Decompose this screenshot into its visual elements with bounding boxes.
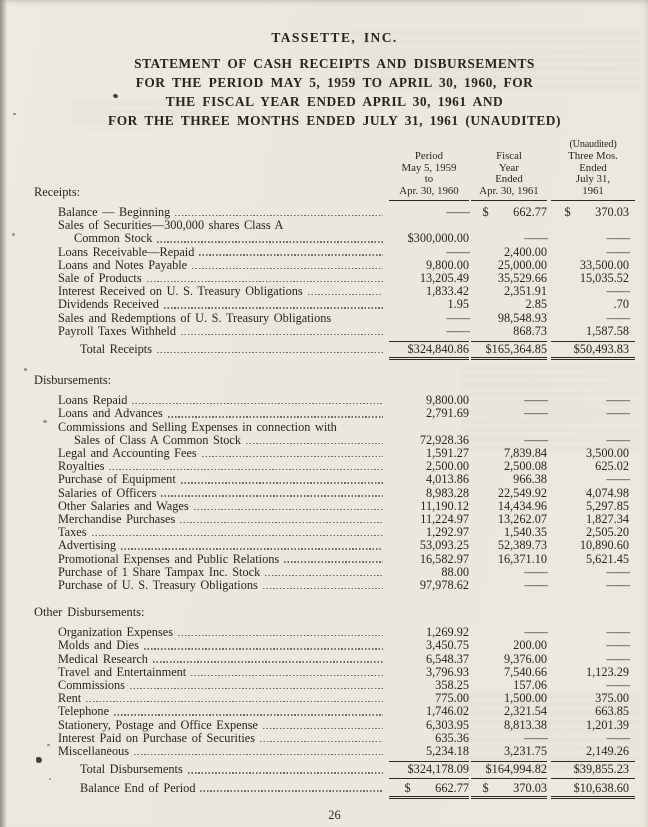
- amount-col1: 6,303.95: [425, 717, 469, 732]
- amount-col3: .70: [613, 297, 629, 312]
- table-row: [34, 232, 635, 245]
- dotted-leader: [265, 575, 383, 576]
- row-label: Royalties: [58, 459, 105, 474]
- dotted-leader: [92, 535, 383, 536]
- amount-col1: 13,205.49: [419, 271, 469, 285]
- dotted-leader: [263, 728, 383, 729]
- amount-col1: 5,234.18: [425, 744, 469, 759]
- column-header-line: Period: [414, 149, 444, 162]
- amount-col2: 98,548.93: [497, 310, 547, 325]
- amount-col2: 7,839.84: [503, 446, 547, 461]
- table-row: [34, 539, 635, 552]
- row-label: Loans Receivable—Repaid: [58, 244, 195, 259]
- amount-col3: 15,035.52: [579, 271, 629, 285]
- row-label: Interest Paid on Purchase of Securities: [58, 730, 256, 745]
- dotted-leader: [246, 443, 383, 444]
- row-label-area: [34, 579, 389, 592]
- amount-col3: ——: [606, 678, 629, 693]
- amount-col1: 2,791.69: [425, 406, 469, 421]
- row-label: Payroll Taxes Withheld: [58, 323, 176, 338]
- row-label-area: [34, 782, 389, 795]
- row-label: Dividends Received: [58, 297, 159, 312]
- amount-col2: 13,262.07: [497, 512, 547, 527]
- row-label-area: [34, 639, 389, 652]
- amount-col2: 200.00: [513, 638, 547, 653]
- dotted-leader: [168, 416, 383, 417]
- row-label: Balance End of Period: [80, 780, 196, 795]
- title-line: FOR THE THREE MONTHS ENDED JULY 31, 1961 (UNAUDITED): [108, 113, 561, 128]
- row-label-area: [34, 298, 389, 311]
- row-label-area: [34, 763, 389, 776]
- table-row: [34, 473, 635, 486]
- amount-col3: 625.02: [595, 459, 629, 474]
- amount-col3: 33,500.00: [579, 257, 629, 272]
- amount-col2: ——: [524, 432, 547, 447]
- table-row: [34, 579, 635, 592]
- amount-col1: 88.00: [441, 564, 469, 579]
- amount-col2: 2,500.08: [503, 459, 547, 474]
- amount-col3: $10,638.60: [551, 782, 635, 799]
- amount-col2: 22,549.92: [497, 485, 547, 500]
- row-label-area: [34, 343, 389, 356]
- row-label-area: [34, 325, 389, 338]
- amount-col3: ——: [606, 432, 629, 447]
- amount-col1: 9,800.00: [425, 393, 469, 408]
- dotted-leader: [263, 588, 383, 589]
- row-label: Sales of Securities—300,000 shares Class A: [58, 218, 284, 233]
- row-label-area: [34, 246, 389, 259]
- dotted-leader: [114, 714, 383, 715]
- amount-col2: $165,364.85: [471, 341, 547, 360]
- column-header-period-1: [389, 151, 469, 201]
- column-header-three-months: [551, 139, 635, 201]
- amount-col2: $164,994.82: [471, 761, 547, 778]
- column-header-line: Apr. 30, 1961: [479, 185, 539, 198]
- row-label: Other Salaries and Wages: [58, 498, 189, 513]
- row-label: Medical Research: [58, 651, 148, 666]
- row-label-area: [34, 679, 389, 692]
- amount-col2: 2.85: [525, 297, 547, 312]
- scan-speck: [49, 778, 51, 780]
- row-label: Common Stock: [74, 231, 153, 246]
- amount-col3: ——: [606, 393, 629, 408]
- amount-col3: 10,890.60: [579, 538, 629, 553]
- dotted-leader: [181, 482, 383, 483]
- title-line: FOR THE PERIOD MAY 5, 1959 TO APRIL 30, 1960, FOR: [135, 75, 534, 90]
- column-header-line: Three Mos.: [568, 149, 618, 162]
- amount-col3: 663.85: [595, 704, 629, 719]
- section-heading: Other Disbursements:: [34, 605, 145, 620]
- row-label: Stationery, Postage and Office Expense: [58, 717, 258, 732]
- amount-col2: ——: [524, 406, 547, 421]
- page-edge-shadow: [0, 0, 7, 827]
- column-header-line: Apr. 30, 1960: [399, 185, 459, 198]
- amount-col1: 1.95: [447, 297, 469, 312]
- dotted-leader: [132, 403, 383, 404]
- amount-col3: 5,297.85: [585, 498, 629, 513]
- amount-col2: 25,000.00: [497, 257, 547, 272]
- column-header-line: Year: [499, 161, 519, 174]
- table-row: [34, 653, 635, 666]
- row-label: Travel and Entertainment: [58, 664, 187, 679]
- title-line: STATEMENT OF CASH RECEIPTS AND DISBURSEMENTS: [134, 56, 535, 71]
- amount-col3: 1,123.29: [585, 664, 629, 679]
- table-row: [34, 553, 635, 566]
- dotted-leader: [109, 469, 383, 470]
- amount-col1: 4,013.86: [425, 472, 469, 487]
- amount-col2: 2,351.91: [503, 284, 547, 299]
- row-label: Advertising: [58, 538, 117, 553]
- row-label-area: [34, 553, 389, 566]
- amount-col2: 16,371.10: [497, 551, 547, 566]
- amount-col1: 3,796.93: [425, 664, 469, 679]
- dotted-leader: [157, 352, 383, 353]
- bleedthrough-smudge: [350, 26, 640, 90]
- dotted-leader: [284, 561, 383, 562]
- amount-col3: ——: [606, 472, 629, 487]
- scan-speck: [36, 757, 42, 763]
- table-row: [34, 246, 635, 259]
- row-label: Sales and Redemptions of U. S. Treasury Obligations: [58, 310, 332, 325]
- amount-col1: 6,548.37: [425, 651, 469, 666]
- row-label-area: [34, 513, 389, 526]
- dotted-leader: [178, 635, 383, 636]
- amount-col2: 9,376.00: [503, 651, 547, 666]
- row-label: Legal and Accounting Fees: [58, 446, 197, 461]
- amount-col3: $50,493.83: [551, 341, 635, 360]
- dotted-leader: [86, 701, 383, 702]
- row-label: Telephone: [58, 704, 110, 719]
- dotted-leader: [157, 241, 383, 242]
- amount-col3: ——: [606, 244, 629, 259]
- dotted-leader: [202, 456, 383, 457]
- bleedthrough-smudge: [432, 688, 642, 772]
- amount-col3: $ 370.03: [564, 204, 629, 219]
- section-heading-receipts: Receipts:: [34, 184, 81, 199]
- amount-col3: 2,505.20: [585, 525, 629, 540]
- dotted-leader: [147, 281, 383, 282]
- amount-col2: 3,231.75: [503, 744, 547, 759]
- dotted-leader: [181, 334, 383, 335]
- table-row: [34, 325, 635, 338]
- amount-col2: $ 662.77: [482, 204, 547, 219]
- amount-col1: ——: [446, 244, 469, 259]
- amount-col2: 1,540.35: [503, 525, 547, 540]
- amount-col1: 358.25: [435, 678, 469, 693]
- amount-col3: 1,201.39: [585, 717, 629, 732]
- amount-col2: 7,540.66: [503, 664, 547, 679]
- title-line: THE FISCAL YEAR ENDED APRIL 30, 1961 AND: [165, 94, 504, 109]
- amount-col1: 8,983.28: [425, 485, 469, 500]
- row-label: Interest Received on U. S. Treasury Obligations: [58, 284, 303, 299]
- amount-col3: ——: [606, 730, 629, 745]
- amount-col1: 97,978.62: [419, 578, 469, 593]
- row-label-area: [34, 719, 389, 732]
- company-name: TASSETTE, INC.: [271, 30, 398, 45]
- amount-col2: 2,321.54: [503, 704, 547, 719]
- row-label: Balance — Beginning: [58, 204, 171, 219]
- unaudited-note: (Unaudited): [569, 139, 617, 150]
- table-row: [34, 298, 635, 311]
- row-label: Loans and Notes Payable: [58, 257, 188, 272]
- amount-col1: 1,269.92: [425, 625, 469, 640]
- amount-col3: ——: [606, 651, 629, 666]
- amount-col3: ——: [606, 578, 629, 593]
- row-label: Sale of Products: [58, 271, 142, 285]
- row-label: Purchase of Equipment: [58, 472, 176, 487]
- row-label: Salaries of Officers: [58, 485, 157, 500]
- amount-col1: 11,224.97: [420, 512, 469, 527]
- amount-col1: ——: [446, 323, 469, 338]
- amount-col1: 3,450.75: [425, 638, 469, 653]
- amount-col2: 157.06: [513, 678, 547, 693]
- amount-col3: 375.00: [595, 691, 629, 706]
- row-label-area: [34, 232, 389, 245]
- amount-col1: 635.36: [435, 730, 469, 745]
- amount-col3: ——: [606, 406, 629, 421]
- amount-col3: 3,500.00: [585, 446, 629, 461]
- amount-col2: ——: [524, 393, 547, 408]
- amount-col1: 53,093.25: [419, 538, 469, 553]
- row-label-area: [34, 653, 389, 666]
- amount-col1: 9,800.00: [425, 257, 469, 272]
- amount-col3: 4,074.98: [585, 485, 629, 500]
- amount-col2: ——: [524, 564, 547, 579]
- row-label: Commissions: [58, 678, 125, 693]
- dotted-leader: [134, 754, 383, 755]
- amount-col2: ——: [524, 231, 547, 246]
- dotted-leader: [188, 772, 383, 773]
- column-header-line: Ended: [579, 161, 607, 174]
- scan-speck: [13, 113, 16, 115]
- amount-col1: 1,833.42: [425, 284, 469, 299]
- amount-col3: ——: [606, 310, 629, 325]
- amount-col3: ——: [606, 638, 629, 653]
- dotted-leader: [194, 509, 383, 510]
- row-label: Purchase of 1 Share Tampax Inc. Stock: [58, 564, 261, 579]
- amount-col2: 14,434.96: [497, 498, 547, 513]
- row-label: Molds and Dies: [58, 638, 139, 653]
- row-label-area: [34, 745, 389, 758]
- row-label: Loans Repaid: [58, 393, 128, 408]
- amount-col3: 1,827.34: [585, 512, 629, 527]
- row-label: Organization Expenses: [58, 625, 173, 640]
- row-label: Purchase of U. S. Treasury Obligations: [58, 578, 258, 593]
- row-label-area: [34, 407, 389, 420]
- row-label: Promotional Expenses and Public Relations: [58, 551, 280, 566]
- table-row: [34, 312, 635, 325]
- section-heading: Disbursements:: [34, 373, 112, 388]
- amount-col3: ——: [606, 284, 629, 299]
- row-label: Total Receipts: [80, 342, 153, 357]
- amount-col2: 35,529.66: [497, 271, 547, 285]
- dotted-leader: [153, 661, 383, 662]
- amount-col3: ——: [606, 564, 629, 579]
- amount-col1: 775.00: [435, 691, 469, 706]
- table-row: [34, 782, 635, 799]
- amount-col1: 1,591.27: [425, 446, 469, 461]
- column-header-line: to: [424, 173, 434, 186]
- row-label-area: [34, 705, 389, 718]
- row-label: Loans and Advances: [58, 406, 163, 421]
- amount-col1: $300,000.00: [407, 231, 469, 246]
- amount-col2: $ 370.03: [471, 782, 547, 799]
- dotted-leader: [200, 790, 383, 791]
- column-header-line: 1961: [582, 185, 604, 198]
- amount-col1: ——: [446, 204, 469, 219]
- amount-col1: 16,582.97: [419, 551, 469, 566]
- bleedthrough-smudge: [70, 96, 220, 130]
- amount-col2: 52,389.73: [497, 538, 547, 553]
- row-label: Sales of Class A Common Stock: [74, 432, 242, 447]
- amount-col3: ——: [606, 231, 629, 246]
- dotted-leader: [161, 495, 383, 496]
- amount-col2: 8,813.38: [503, 717, 547, 732]
- bleedthrough-smudge: [460, 360, 640, 455]
- amount-col1: $324,178.09: [389, 761, 469, 778]
- scan-speck: [47, 744, 50, 746]
- amount-col1: 1,292.97: [425, 525, 469, 540]
- dotted-leader: [180, 522, 383, 523]
- amount-col1: 2,500.00: [425, 459, 469, 474]
- row-label: Total Disbursements: [80, 762, 183, 777]
- scan-speck: [12, 233, 15, 236]
- row-label-area: [34, 473, 389, 486]
- amount-col2: ——: [524, 730, 547, 745]
- dotted-leader: [130, 688, 383, 689]
- amount-col3: ——: [606, 625, 629, 640]
- amount-col2: ——: [524, 625, 547, 640]
- amount-col1: $324,840.86: [389, 341, 469, 360]
- amount-col3: $39,855.23: [551, 761, 635, 778]
- row-label-area: [34, 487, 389, 500]
- dotted-leader: [144, 648, 383, 649]
- table-row: [34, 639, 635, 652]
- row-label: Taxes: [58, 525, 87, 540]
- column-header-fiscal-year: [471, 151, 547, 201]
- dotted-leader: [175, 215, 383, 216]
- column-headers: [34, 139, 635, 201]
- dotted-leader: [308, 294, 383, 295]
- amount-col1: 72,928.36: [419, 432, 469, 447]
- dotted-leader: [199, 254, 383, 255]
- row-label: Merchandise Purchases: [58, 512, 176, 527]
- amount-col1: 11,190.12: [420, 498, 469, 513]
- amount-col1: ——: [446, 310, 469, 325]
- amount-col2: ——: [524, 578, 547, 593]
- amount-col1: 1,746.02: [425, 704, 469, 719]
- amount-col2: 868.73: [513, 323, 547, 338]
- row-label: Rent: [58, 691, 82, 706]
- statement-section: [34, 206, 635, 360]
- row-label-area: [34, 539, 389, 552]
- amount-col2: 1,500.00: [503, 691, 547, 706]
- table-row: [34, 341, 635, 360]
- amount-col3: 2,149.26: [585, 744, 629, 759]
- row-label: Commissions and Selling Expenses in connection with: [58, 419, 337, 434]
- scan-speck: [24, 368, 27, 371]
- dotted-leader: [121, 548, 383, 549]
- column-header-line: May 5, 1959: [401, 161, 457, 174]
- section-rows: [34, 206, 635, 360]
- table-row: [34, 487, 635, 500]
- column-header-line: Ended: [495, 173, 523, 186]
- column-header-line: July 31,: [575, 173, 611, 186]
- dotted-leader: [191, 675, 383, 676]
- row-label: Miscellaneous: [58, 744, 130, 759]
- dotted-leader: [164, 307, 383, 308]
- scan-speck: [43, 420, 47, 423]
- page-number: 26: [328, 807, 341, 822]
- amount-col3: 5,621.45: [585, 551, 629, 566]
- amount-col2: 2,400.00: [503, 244, 547, 259]
- dotted-leader: [260, 741, 383, 742]
- amount-col2: 966.38: [513, 472, 547, 487]
- amount-col3: 1,587.58: [585, 323, 629, 338]
- dotted-leader: [192, 268, 383, 269]
- amount-col1: $ 662.77: [389, 782, 469, 799]
- row-label-area: [34, 312, 389, 325]
- column-header-line: Fiscal: [496, 149, 522, 162]
